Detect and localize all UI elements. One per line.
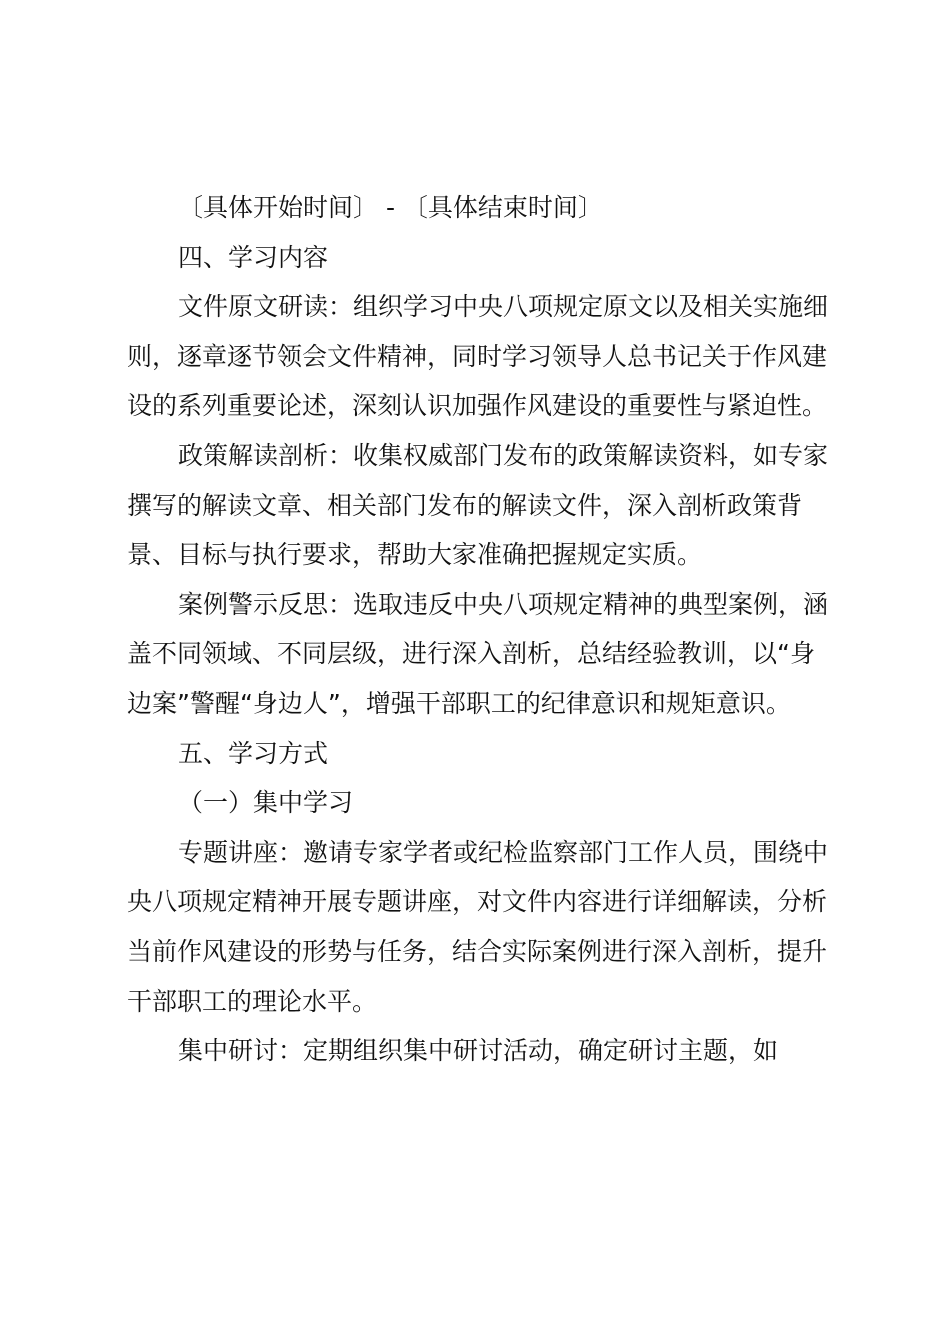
subsection-heading-centralized-study: （一）集中学习 xyxy=(178,788,354,818)
time-range-line: 〔具体开始时间〕 - 〔具体结束时间〕 xyxy=(178,193,603,222)
paragraph-case-warning: 案例警示反思：选取违反中央八项规定精神的典型案例，涵盖不同领域、不同层级，进行深入剖析，总结经验教训，以“身边案”警醒“身边人”，增强干部职工的纪律意识和规矩意识。 xyxy=(127,589,829,718)
section-heading-study-content: 四、学习内容 xyxy=(178,242,329,272)
paragraph-special-lecture: 专题讲座：邀请专家学者或纪检监察部门工作人员，围绕中央八项规定精神开展专题讲座，对文件内容进行详细解读，分析当前作风建设的形势与任务，结合实际案例进行深入剖析，提升干部职工的理论水平。 xyxy=(127,837,829,1016)
paragraph-policy-interpretation: 政策解读剖析：收集权威部门发布的政策解读资料，如专家撰写的解读文章、相关部门发布的解读文件，深入剖析政策背景、目标与执行要求，帮助大家准确把握规定实质。 xyxy=(127,440,829,570)
paragraph-centralized-discussion: 集中研讨：定期组织集中研讨活动，确定研讨主题，如 xyxy=(178,1036,779,1066)
paragraph-document-reading: 文件原文研读：组织学习中央八项规定原文以及相关实施细则，逐章逐节领会文件精神，同时学习领导人总书记关于作风建设的系列重要论述，深刻认识加强作风建设的重要性与紧迫性。 xyxy=(127,292,829,421)
document-body xyxy=(127,183,835,1076)
section-heading-study-method: 五、学习方式 xyxy=(178,738,329,768)
